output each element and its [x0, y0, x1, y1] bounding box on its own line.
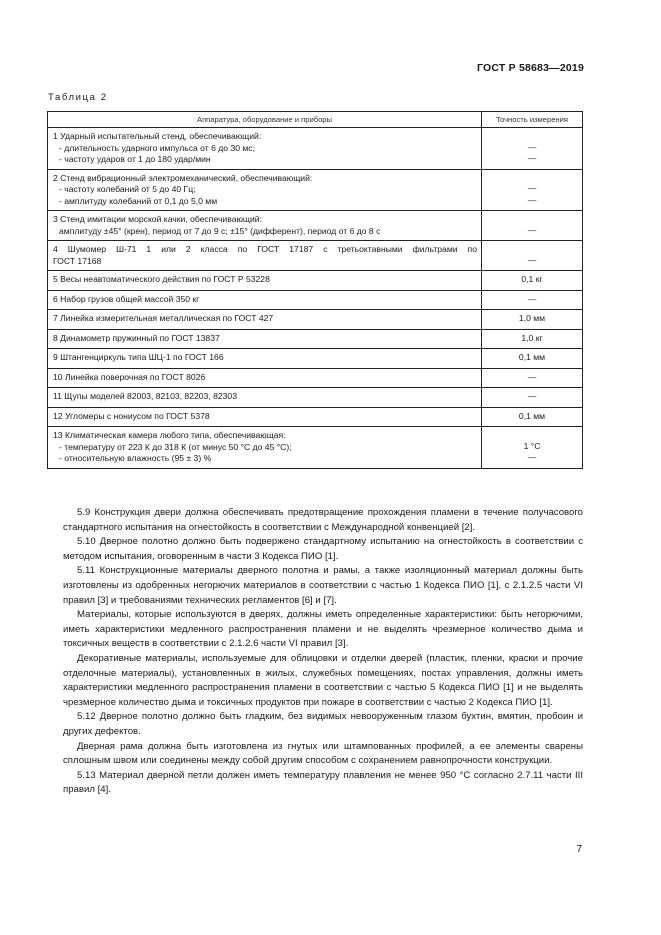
equipment-line: ГОСТ 17168: [53, 255, 102, 266]
equipment-line: 9 Штангенциркуль типа ШЦ-1 по ГОСТ 166: [53, 352, 224, 362]
accuracy-cell: [482, 349, 583, 369]
accuracy-value: 1,0 кг: [521, 332, 543, 343]
accuracy-value: —: [527, 194, 537, 205]
accuracy-cell: [482, 427, 583, 469]
accuracy-cell: [482, 388, 583, 408]
equipment-line: 13 Климатическая камера любого типа, обеспечивающая:: [53, 430, 286, 440]
equipment-cell: [48, 211, 482, 241]
equipment-line: 1 Ударный испытательный стенд, обеспечивающий:: [53, 131, 262, 141]
equipment-cell: [48, 271, 482, 291]
equipment-table: [47, 111, 583, 469]
equipment-line: 8 Динамометр пружинный по ГОСТ 13837: [53, 332, 220, 343]
accuracy-cell: [482, 128, 583, 170]
accuracy-cell: [482, 310, 583, 330]
equipment-line: 4 Шумомер Ш-71 1 или 2 класса по ГОСТ 17187 с третьоктавными фильтрами по: [53, 244, 477, 254]
accuracy-value: 0,1 мм: [518, 352, 546, 362]
accuracy-cell: [482, 169, 583, 211]
equipment-line: 7 Линейка измерительная металлическая по ГОСТ 427: [53, 313, 274, 323]
table-row: [48, 271, 583, 291]
accuracy-cell: [482, 329, 583, 349]
document-body: [63, 506, 583, 798]
equipment-line: 12 Угломеры с нониусом по ГОСТ 5378: [53, 410, 210, 421]
equipment-line: - частоту ударов от 1 до 180 удар/мин: [59, 154, 211, 164]
accuracy-value: 0,1 мм: [518, 410, 546, 421]
table-row: [48, 329, 583, 349]
accuracy-value: —: [527, 452, 537, 462]
accuracy-cell: [482, 211, 583, 241]
equipment-line: - частоту колебаний от 5 до 40 Гц;: [59, 184, 196, 194]
equipment-line: 11 Щупы моделей 82003, 82103, 82203, 82303: [53, 391, 237, 401]
table-row: [48, 427, 583, 469]
table-row: [48, 407, 583, 427]
equipment-cell: [48, 241, 482, 271]
accuracy-value: 1,0 мм: [518, 313, 546, 323]
table-header-row: [48, 112, 583, 128]
equipment-cell: [48, 169, 482, 211]
equipment-line: амплитуду ±45° (крен), период от 7 до 9 с; ±15° (дифферент), период от 6 до 8 с: [59, 225, 381, 236]
equipment-cell: [48, 329, 482, 349]
equipment-cell: [48, 349, 482, 369]
equipment-line: - температуру от 223 К до 318 К (от минус 50 °С до 45 °С);: [59, 441, 292, 452]
accuracy-value: —: [527, 224, 537, 235]
equipment-line: - относительную влажность (95 ± 3) %: [59, 453, 212, 463]
table-row: [48, 310, 583, 330]
accuracy-value: —: [527, 153, 537, 163]
equipment-line: 5 Весы неавтоматического действия по ГОСТ Р 53228: [53, 274, 270, 284]
table-row: [48, 128, 583, 170]
equipment-cell: [48, 407, 482, 427]
table-row: [48, 349, 583, 369]
body-paragraph: Декоративные материалы, используемые для облицовки и отделки дверей (пластик, пленки, краски и прочие отделочные материалы), установленных в жилых, служебных помещениях, постах управления, должны иметь характеристики медленного распространения пламени в соответствии с частью 5 Кодекса ПИО [1] и не выделять чрезмерное количество дыма и токсичных продуктов при пожаре в соответствии с частью 2 Кодекса ПИО [1].: [63, 652, 583, 708]
body-paragraph: 5.10 Дверное полотно должно быть подвержено стандартному испытанию на огнестойкость в соответствии с методом испытания, оговоренным в части 3 Кодекса ПИО [1].: [63, 536, 583, 562]
table-caption: Таблица 2: [48, 92, 108, 103]
table-row: [48, 290, 583, 310]
equipment-cell: [48, 427, 482, 469]
equipment-cell: [48, 128, 482, 170]
body-paragraph: 5.13 Материал дверной петли должен иметь температуру плавления не менее 950 °С согласно 2.7.11 части III правил [4].: [63, 769, 583, 796]
column-header-equipment: Аппаратура, оборудование и приборы: [48, 112, 482, 128]
accuracy-value: 1 °С: [523, 440, 541, 451]
body-paragraph: Материалы, которые используются в дверях, должны иметь определенные характеристики: быть негорючими, иметь характеристики медленного распространения пламени и не выделять чрезмерное количество дыма и токсичных веществ в соответствии с 2.1.2.6 части VI правил [3].: [63, 609, 583, 650]
equipment-line: - амплитуду колебаний от 0,1 до 5,0 мм: [59, 195, 218, 206]
equipment-line: 6 Набор грузов общей массой 350 кг: [53, 293, 200, 304]
table-row: [48, 211, 583, 241]
accuracy-value: —: [527, 371, 537, 382]
accuracy-value: —: [527, 141, 537, 152]
equipment-cell: [48, 368, 482, 388]
table-row: [48, 368, 583, 388]
accuracy-value: —: [527, 183, 537, 193]
equipment-cell: [48, 290, 482, 310]
equipment-cell: [48, 388, 482, 408]
equipment-cell: [48, 310, 482, 330]
equipment-line: - длительность ударного импульса от 6 до 30 мс;: [59, 142, 255, 153]
accuracy-cell: [482, 368, 583, 388]
accuracy-value: —: [527, 391, 537, 401]
equipment-line: 2 Стенд вибрационный электромеханический, обеспечивающий:: [53, 172, 313, 183]
equipment-line: 10 Линейка поверочная по ГОСТ 8026: [53, 371, 206, 382]
accuracy-cell: [482, 271, 583, 291]
standard-header: ГОСТ Р 58683—2019: [476, 62, 584, 74]
accuracy-cell: [482, 407, 583, 427]
table-row: [48, 388, 583, 408]
accuracy-value: —: [527, 293, 537, 304]
accuracy-value: —: [527, 254, 537, 265]
body-paragraph: 5.9 Конструкция двери должна обеспечивать предотвращение прохождения пламени в течение получасового стандартного испытания на огнестойкость в соответствии с Международной конвенцией [2].: [63, 507, 583, 533]
accuracy-cell: [482, 241, 583, 271]
column-header-accuracy: Точность измерения: [482, 112, 583, 128]
table-row: [48, 241, 583, 271]
body-paragraph: Дверная рама должна быть изготовлена из гнутых или штампованных профилей, а ее элементы сварены сплошным швом или соединены между собой другим способом с сохранением равнопрочности конструкции.: [63, 740, 583, 767]
accuracy-cell: [482, 290, 583, 310]
accuracy-value: 0,1 кг: [521, 274, 543, 284]
body-paragraph: 5.12 Дверное полотно должно быть гладким, без видимых невооруженным глазом бухтин, вмятин, пробоин и других дефектов.: [63, 711, 583, 737]
table-row: [48, 169, 583, 211]
page-number: 7: [576, 844, 582, 855]
equipment-line: 3 Стенд имитации морской качки, обеспечивающий:: [53, 214, 262, 224]
body-paragraph: 5.11 Конструкционные материалы дверного полотна и рамы, а также изоляционный материал должны быть изготовлены из одобренных негорючих материалов в соответствии с частью 1 Кодекса ПИО [1], с 2.1.2.5 части VI правил [3] и требованиями технических регламентов [6] и [7].: [63, 565, 583, 606]
